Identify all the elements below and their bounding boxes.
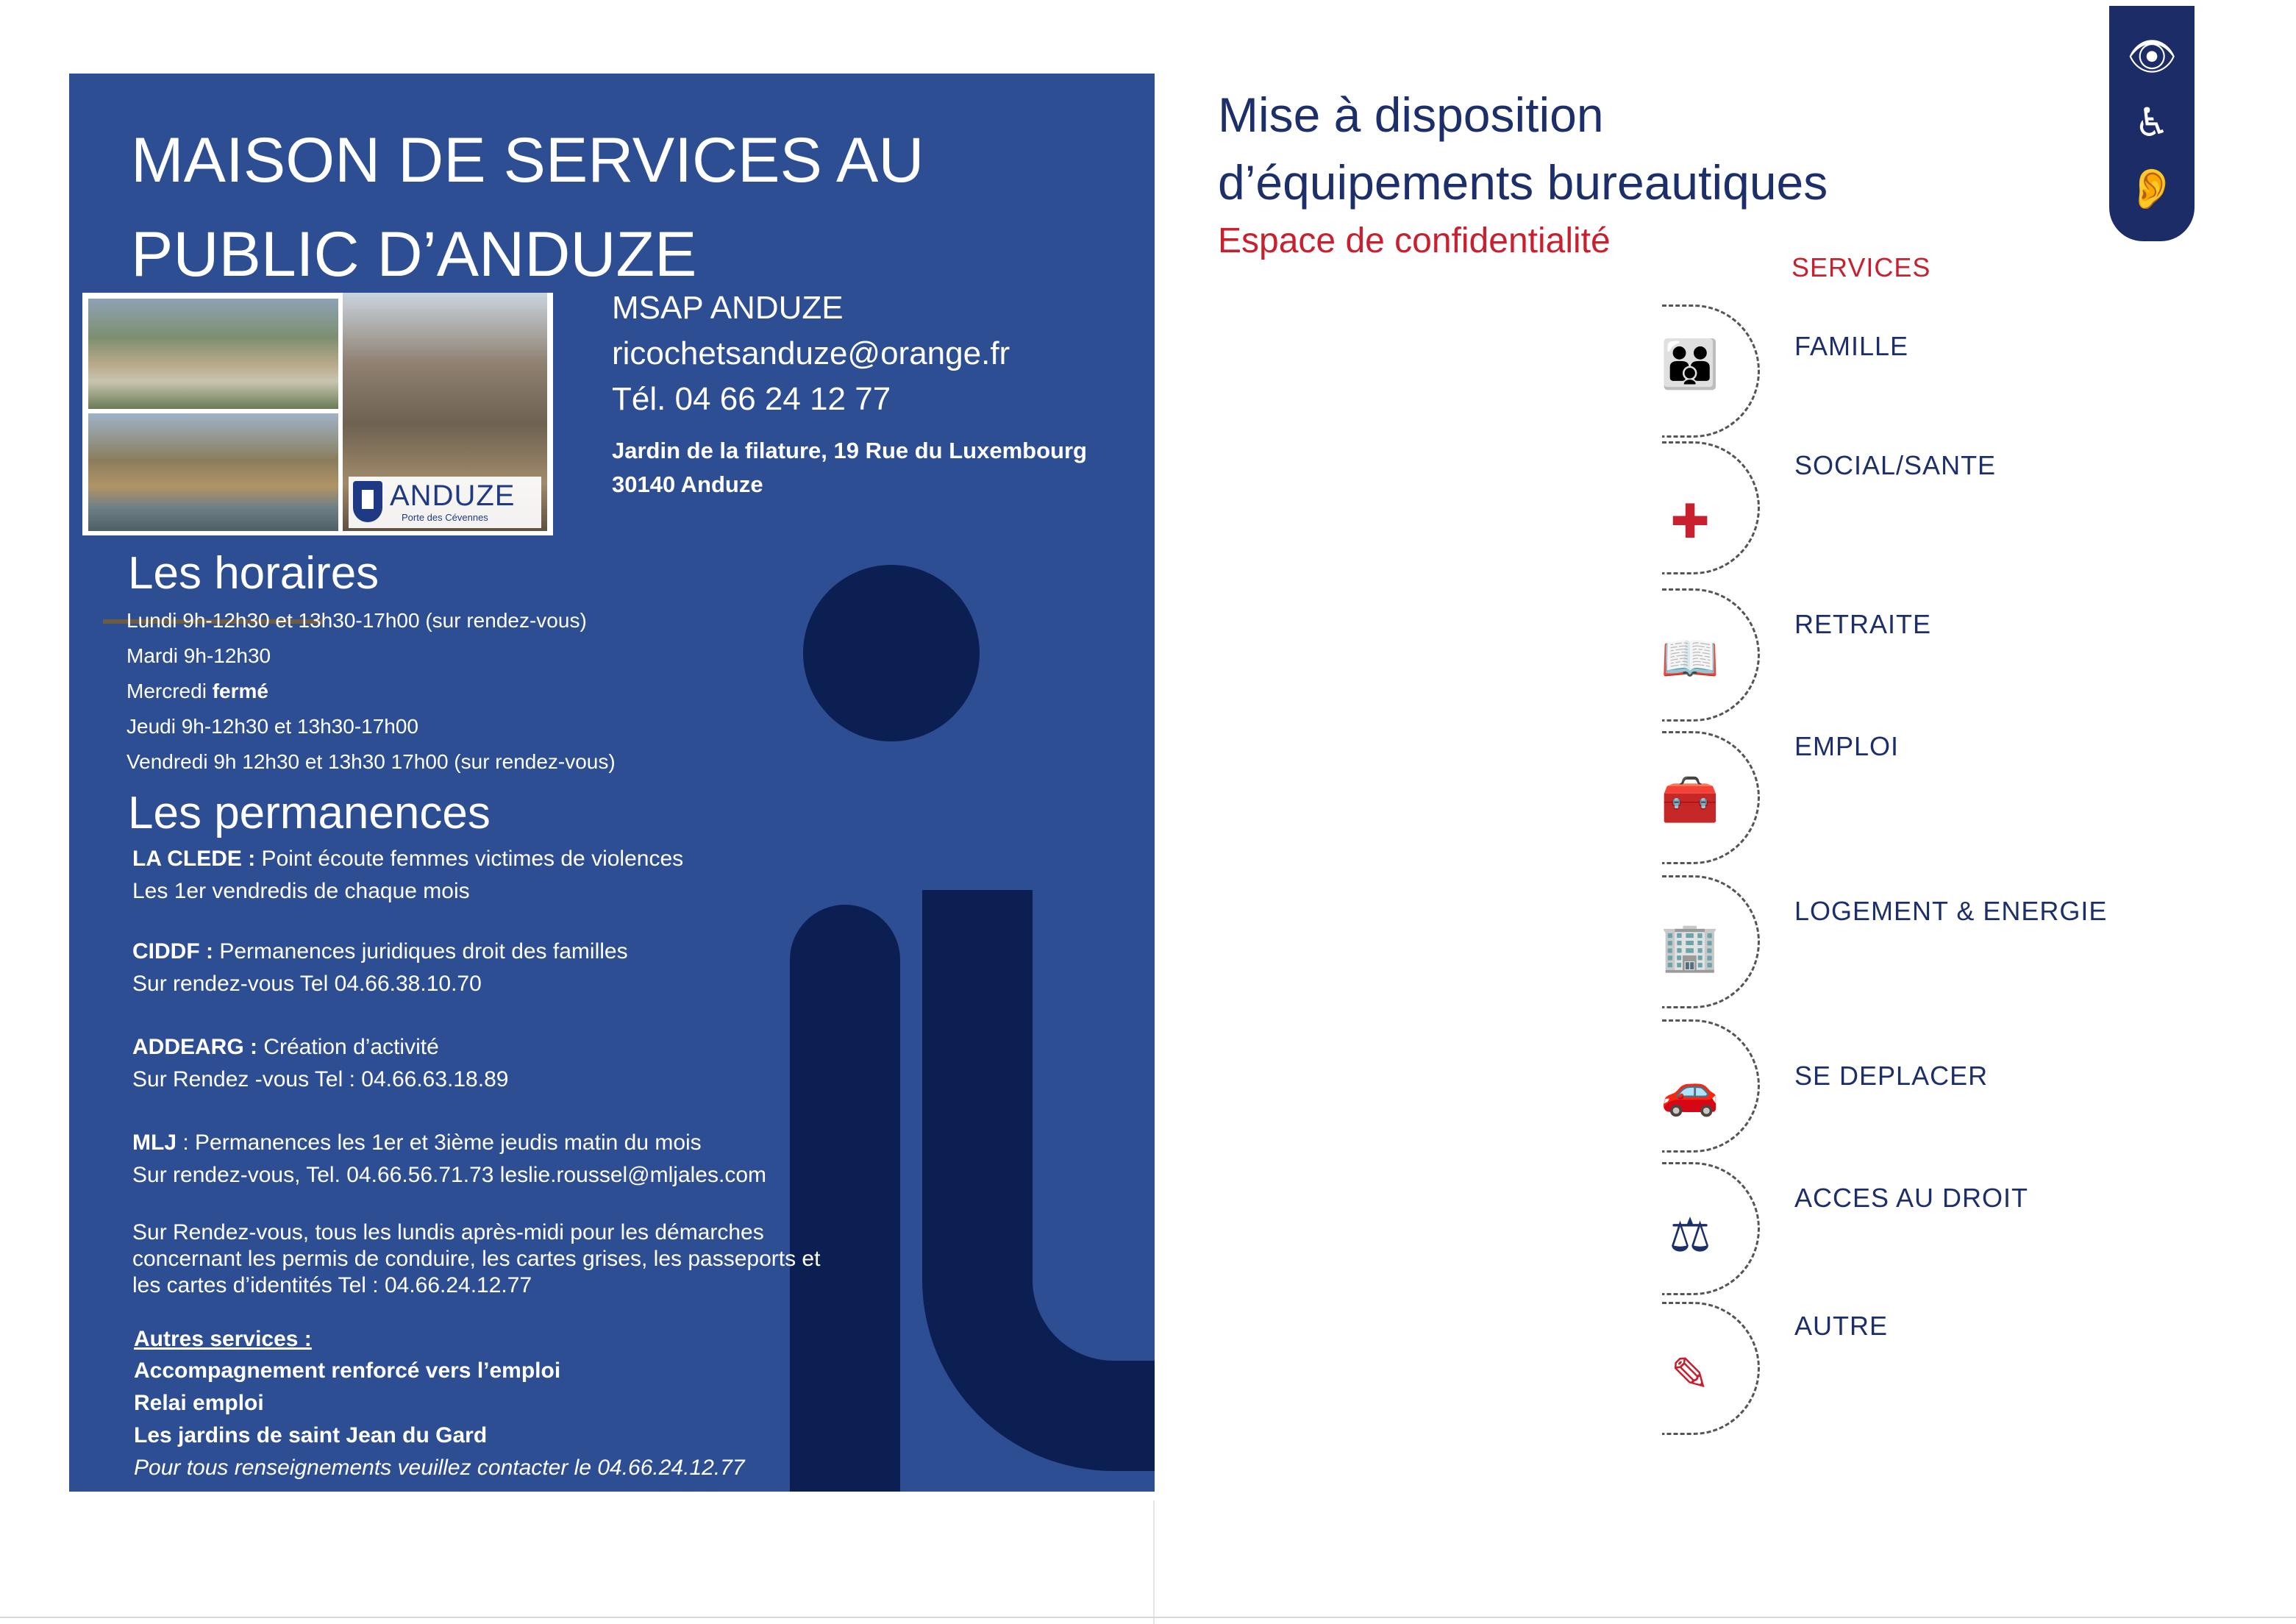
confidentiality-subtitle: Espace de confidentialité bbox=[1218, 221, 1611, 260]
permanence-item: MLJ : Permanences les 1er et 3ième jeudis matin du mois Sur rendez-vous, Tel. 04.66.56.71.73 leslie.roussel@mljales.com bbox=[132, 1130, 767, 1187]
autres-service-item: Les jardins de saint Jean du Gard bbox=[134, 1423, 488, 1447]
logo-tagline: Porte des Cévennes bbox=[402, 512, 488, 523]
car-icon: 🚗 bbox=[1661, 1064, 1719, 1119]
permanence-item: LA CLEDE : Point écoute femmes victimes de violences Les 1er vendredis de chaque mois bbox=[132, 847, 684, 903]
horaire-vendredi: Vendredi 9h 12h30 et 13h30 17h00 (sur rendez-vous) bbox=[126, 750, 616, 773]
horaire-lundi: Lundi 9h-12h30 et 13h30-17h00 (sur rendez-vous) bbox=[126, 609, 587, 632]
wheelchair-icon: ♿ bbox=[2133, 99, 2170, 146]
address-line-2: 30140 Anduze bbox=[612, 471, 763, 497]
accessibility-tab bbox=[2109, 6, 2195, 241]
address-block bbox=[612, 434, 1149, 502]
anduze-logo bbox=[349, 477, 541, 528]
address-line-1: Jardin de la filature, 19 Rue du Luxembourg bbox=[612, 438, 1087, 463]
msap-info-panel bbox=[69, 74, 1155, 1492]
pencil-note-icon: ✎ bbox=[1670, 1348, 1710, 1403]
anduze-photo-collage bbox=[82, 293, 553, 535]
autres-service-item: Accompagnement renforcé vers l’emploi bbox=[134, 1358, 561, 1383]
valley-photo bbox=[88, 299, 338, 409]
services-label: SERVICES bbox=[1791, 252, 1931, 282]
autres-services bbox=[134, 1324, 1016, 1484]
right-title: Mise à disposition d’équipements bureautiques bbox=[1218, 88, 1828, 210]
services-list bbox=[1618, 294, 2206, 1471]
scales-icon: ⚖ bbox=[1669, 1208, 1711, 1263]
page-bottom-edge bbox=[0, 1617, 2296, 1618]
permanences-title: Les permanences bbox=[128, 788, 491, 838]
contact-note: Pour tous renseignements veuillez contacter le 04.66.24.12.77 bbox=[134, 1456, 745, 1480]
permanence-item: ADDEARG : Création d’activité Sur Rendez -vous Tel : 04.66.63.18.89 bbox=[132, 1035, 509, 1091]
horaire-jeudi: Jeudi 9h-12h30 et 13h30-17h00 bbox=[126, 715, 419, 738]
permanence-item: CIDDF : Permanences juridiques droit des familles Sur rendez-vous Tel 04.66.38.10.70 bbox=[132, 939, 628, 996]
autres-service-item: Relai emploi bbox=[134, 1391, 264, 1415]
health-hands-icon: ✚ bbox=[1670, 495, 1710, 549]
horaire-mardi: Mardi 9h-12h30 bbox=[126, 644, 271, 667]
horaires-list bbox=[126, 603, 788, 780]
hearing-impaired-icon: 👂 bbox=[2127, 165, 2177, 212]
service-emploi[interactable]: EMPLOI bbox=[1794, 731, 1900, 761]
toolbox-icon: 🧰 bbox=[1661, 773, 1719, 827]
service-se-deplacer[interactable]: SE DEPLACER bbox=[1794, 1061, 1989, 1091]
panel-title: MAISON DE SERVICES AU PUBLIC D’ANDUZE bbox=[131, 125, 924, 290]
horaire-mercredi: Mercredi fermé bbox=[126, 680, 268, 702]
service-autre[interactable]: AUTRE bbox=[1794, 1311, 1889, 1341]
contact-email[interactable]: ricochetsanduze@orange.fr bbox=[612, 335, 1010, 371]
autres-services-title: Autres services : bbox=[134, 1327, 312, 1351]
page-fold-line bbox=[1153, 1500, 1155, 1624]
service-retraite[interactable]: RETRAITE bbox=[1794, 609, 1932, 639]
bridge-photo bbox=[88, 413, 338, 531]
horaires-title: Les horaires bbox=[128, 548, 379, 599]
logo-name: ANDUZE bbox=[390, 480, 516, 512]
building-icon: 🏢 bbox=[1661, 920, 1719, 975]
family-icon: 👪 bbox=[1661, 338, 1719, 392]
service-social-sante[interactable]: SOCIAL/SANTE bbox=[1794, 450, 1997, 480]
service-logement-energie[interactable]: LOGEMENT & ENERGIE bbox=[1794, 896, 2108, 926]
info-i-dot-shape bbox=[803, 565, 980, 741]
contact-name: MSAP ANDUZE bbox=[612, 290, 844, 326]
eye-icon: 👁 bbox=[2126, 33, 2178, 79]
anduze-shield-icon bbox=[353, 481, 382, 522]
service-famille[interactable]: FAMILLE bbox=[1794, 331, 1909, 361]
rendez-vous-note: Sur Rendez-vous, tous les lundis après-midi pour les démarches concernant les permis de conduire, les cartes grises, les passeports et les cartes d’identités Tel : 04.66.24.12.77 bbox=[132, 1220, 821, 1297]
contact-phone: Tél. 04 66 24 12 77 bbox=[612, 381, 891, 417]
contact-block bbox=[612, 285, 1141, 422]
permanences-list bbox=[132, 843, 1015, 1324]
service-acces-au-droit[interactable]: ACCES AU DROIT bbox=[1794, 1183, 2029, 1213]
armchair-reader-icon: 📖 bbox=[1661, 632, 1719, 686]
